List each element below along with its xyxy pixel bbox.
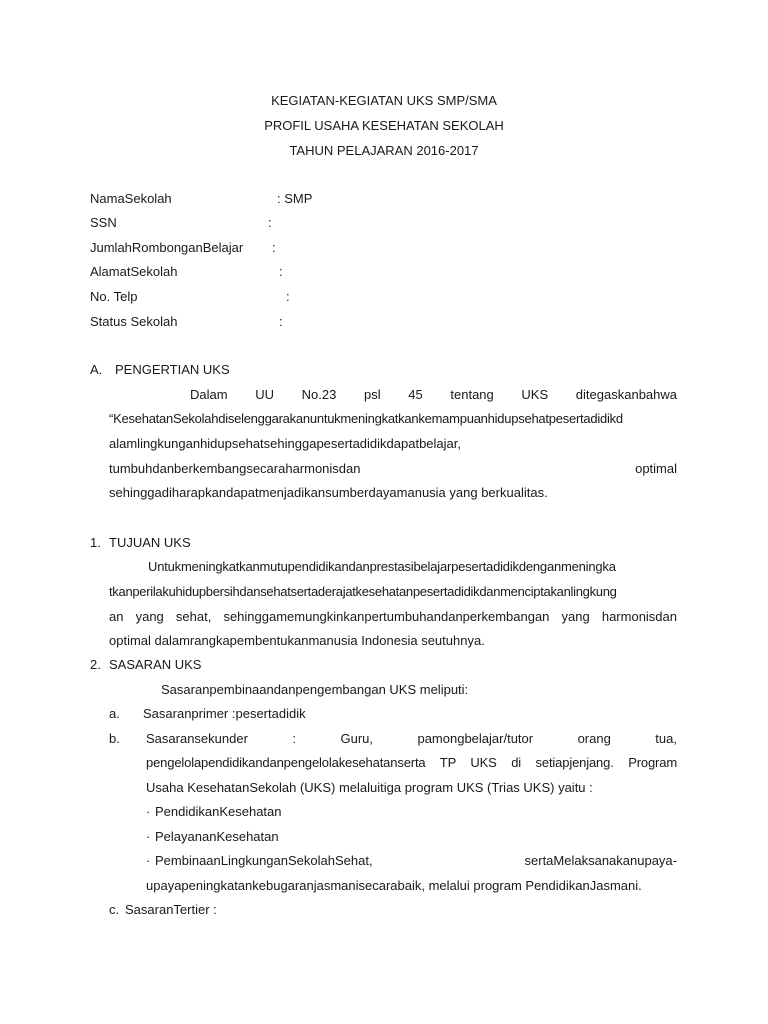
field-colon-ssn: :: [268, 215, 272, 230]
field-label-alamat-sekolah: AlamatSekolah: [90, 264, 178, 279]
doc-title-line-2: PROFIL USAHA KESEHATAN SEKOLAH: [264, 118, 504, 133]
section-a-para-line-4: tumbuhdanberkembangsecaraharmonisdan optimal: [109, 461, 677, 476]
section-2-intro: Sasaranpembinaandanpengembangan UKS meliputi:: [161, 682, 469, 697]
bullet-item-pembinaan-lingkungan: PembinaanLingkunganSekolahSehat, sertaMelaksanakanupaya-: [155, 853, 677, 868]
section-1-para-line-3: an yang sehat, sehinggamemungkinkanpertumbuhandanperkembangan yang harmonisdan: [109, 609, 677, 624]
section-1-para-line-1: Untukmeningkatkanmutupendidikandanprestasibelajarpesertadidikdenganmeningka: [148, 559, 616, 574]
item-b-line-1: Sasaransekunder : Guru, pamongbelajar/tutor orang tua,: [146, 731, 677, 746]
field-label-rombongan-belajar: JumlahRombonganBelajar: [90, 240, 244, 255]
section-a-para-line-3: alamlingkunganhidupsehatsehinggapesertadidikdapatbelajar,: [109, 436, 461, 451]
section-1-para-line-2: tkanperilakuhidupbersihdansehatsertaderajatkesehatanpesertadidikdanmenciptakanlingkung: [109, 584, 617, 599]
item-a-text: Sasaranprimer :pesertadidik: [143, 706, 306, 721]
item-c-marker: c.: [109, 902, 120, 917]
section-a-heading: PENGERTIAN UKS: [115, 362, 230, 377]
bullet-icon: ·: [146, 853, 151, 868]
field-label-no-telp: No. Telp: [90, 289, 138, 304]
field-label-nama-sekolah: NamaSekolah: [90, 191, 172, 206]
section-1-para-line-4: optimal dalamrangkapembentukanmanusia Indonesia seutuhnya.: [109, 633, 485, 648]
section-2-heading: SASARAN UKS: [109, 657, 202, 672]
field-colon-status-sekolah: :: [279, 314, 283, 329]
item-b-marker: b.: [109, 731, 120, 746]
field-value-nama-sekolah: : SMP: [277, 191, 313, 206]
bullet-item-pendidikan-kesehatan: PendidikanKesehatan: [155, 804, 282, 819]
field-label-ssn: SSN: [90, 215, 117, 230]
field-colon-rombongan-belajar: :: [272, 240, 276, 255]
doc-title-line-3: TAHUN PELAJARAN 2016-2017: [289, 143, 479, 158]
item-b-line-3: Usaha KesehatanSekolah (UKS) melaluitiga program UKS (Trias UKS) yaitu :: [146, 780, 593, 795]
bullet-item-pelayanan-kesehatan: PelayananKesehatan: [155, 829, 279, 844]
bullet-icon: ·: [146, 804, 151, 819]
section-a-para-line-5: sehinggadiharapkandapatmenjadikansumberdayamanusia yang berkualitas.: [109, 485, 548, 500]
bullet-item-pembinaan-lingkungan-cont: upayapeningkatankebugaranjasmanisecarabaik, melalui program PendidikanJasmani.: [146, 878, 642, 893]
field-colon-no-telp: :: [286, 289, 290, 304]
item-b-line-2: pengelolapendidikandanpengelolakesehatanserta TP UKS di setiapjenjang. Program: [146, 755, 677, 770]
section-a-para-line-2: “KesehatanSekolahdiselenggarakanuntukmeningkatkankemampuanhidupsehatpesertadidikd: [109, 411, 623, 426]
item-a-marker: a.: [109, 706, 120, 721]
item-c-text: SasaranTertier :: [125, 902, 217, 917]
section-a-marker: A.: [90, 362, 103, 377]
section-2-marker: 2.: [90, 657, 101, 672]
section-1-marker: 1.: [90, 535, 101, 550]
bullet-icon: ·: [146, 829, 151, 844]
doc-title-line-1: KEGIATAN-KEGIATAN UKS SMP/SMA: [271, 93, 497, 108]
field-colon-alamat-sekolah: :: [279, 264, 283, 279]
section-1-heading: TUJUAN UKS: [109, 535, 191, 550]
field-label-status-sekolah: Status Sekolah: [90, 314, 178, 329]
section-a-para-line-1: Dalam UU No.23 psl 45 tentang UKS ditegaskanbahwa: [190, 387, 677, 402]
